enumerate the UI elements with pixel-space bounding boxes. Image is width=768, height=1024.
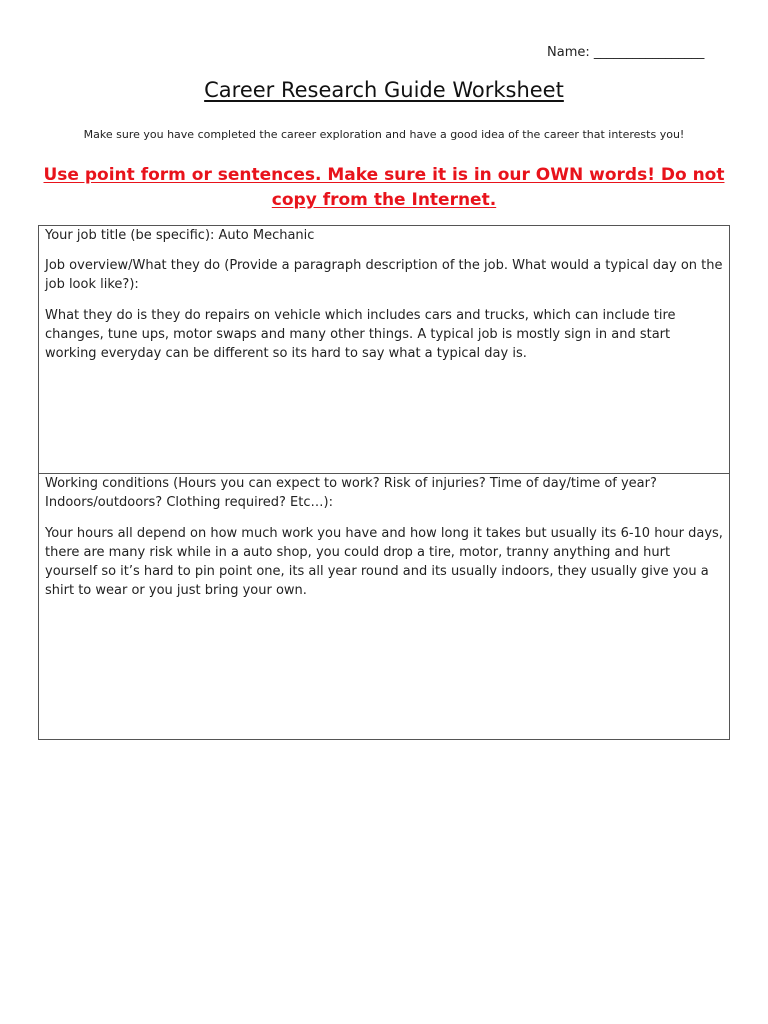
- conditions-prompt: Working conditions (Hours you can expect to work? Risk of injuries? Time of day/time of year? Indoors/outdoors? Clothing required? Etc…):: [45, 476, 657, 510]
- name-field-label: Name: _________________: [547, 45, 705, 60]
- job-overview-cell: [39, 226, 729, 474]
- warning-text: Use point form or sentences. Make sure it is in our OWN words! Do not copy from the Internet.: [43, 165, 725, 210]
- working-conditions-cell: [39, 474, 729, 739]
- worksheet-title: Career Research Guide Worksheet: [204, 78, 564, 102]
- job-title-line: Your job title (be specific): Auto Mechanic: [45, 228, 315, 243]
- intro-text: Make sure you have completed the career exploration and have a good idea of the career that interests you!: [83, 128, 685, 141]
- overview-prompt: Job overview/What they do (Provide a paragraph description of the job. What would a typical day on the job look like?):: [45, 258, 723, 292]
- worksheet-table: [38, 225, 730, 740]
- overview-answer: What they do is they do repairs on vehicle which includes cars and trucks, which can include tire changes, tune ups, motor swaps and many other things. A typical job is mostly sign in and start working everyday can be different so its hard to say what a typical day is.: [45, 308, 676, 361]
- conditions-answer: Your hours all depend on how much work you have and how long it takes but usually its 6-10 hour days, there are many risk while in a auto shop, you could drop a tire, motor, tranny anything and hurt yourself so it’s hard to pin point one, its all year round and its usually indoors, they usually give you a shirt to wear or you just bring your own.: [45, 526, 723, 598]
